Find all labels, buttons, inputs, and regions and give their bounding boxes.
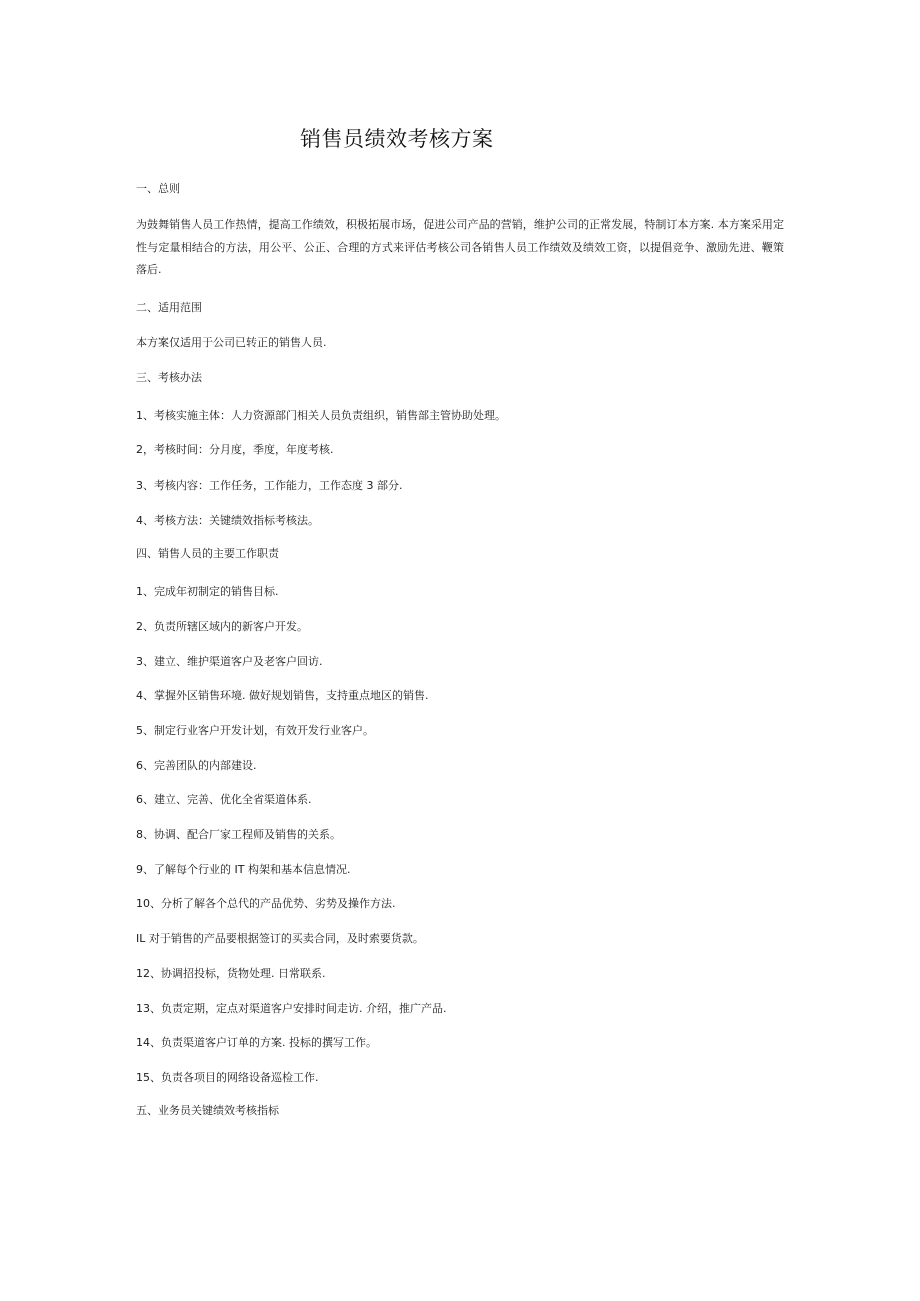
duty-item: IL 对于销售的产品要根据签订的买卖合同，及时索要货款。 <box>136 932 424 945</box>
duty-item: 8、协调、配合厂家工程师及销售的关系。 <box>136 828 341 841</box>
section-heading-scope: 二、适用范围 <box>136 301 202 314</box>
duty-item: 9、了解每个行业的 IT 构架和基本信息情况. <box>136 863 351 876</box>
section-heading-duties: 四、销售人员的主要工作职责 <box>136 547 279 560</box>
method-item: 2，考核时间：分月度，季度，年度考核. <box>136 443 334 456</box>
section-heading-kpi: 五、业务员关键绩效考核指标 <box>136 1104 279 1117</box>
duty-item: 1、完成年初制定的销售目标. <box>136 585 279 598</box>
duty-item: 6、建立、完善、优化全省渠道体系. <box>136 793 312 806</box>
document-title: 销售员绩效考核方案 <box>300 127 494 151</box>
method-item: 3、考核内容：工作任务，工作能力，工作态度 3 部分. <box>136 479 403 492</box>
duty-item: 3、建立、维护渠道客户及老客户回访. <box>136 655 323 668</box>
section-heading-general: 一、总则 <box>136 182 180 195</box>
duty-item: 15、负责各项目的网络设备巡检工作. <box>136 1071 319 1084</box>
duty-item: 6、完善团队的内部建设. <box>136 759 257 772</box>
scope-paragraph: 本方案仅适用于公司已转正的销售人员. <box>136 336 327 349</box>
method-item: 1、考核实施主体：人力资源部门相关人员负责组织，销售部主管协助处理。 <box>136 409 506 422</box>
duty-item: 5、制定行业客户开发计划，有效开发行业客户。 <box>136 724 374 737</box>
duty-item: 13、负责定期，定点对渠道客户安排时间走访. 介绍，推广产品. <box>136 1002 447 1015</box>
duty-item: 12、协调招投标，货物处理. 日常联系. <box>136 967 326 980</box>
section-heading-method: 三、考核办法 <box>136 371 202 384</box>
method-item: 4、考核方法：关键绩效指标考核法。 <box>136 514 319 527</box>
duty-item: 14、负责渠道客户订单的方案. 投标的撰写工作。 <box>136 1036 377 1049</box>
duty-item: 2、负责所辖区域内的新客户开发。 <box>136 620 308 633</box>
duty-item: 4、掌握外区销售环境. 做好规划销售，支持重点地区的销售. <box>136 689 429 702</box>
duty-item: 10、分析了解各个总代的产品优势、劣势及操作方法. <box>136 897 396 910</box>
general-paragraph: 为鼓舞销售人员工作热情，提高工作绩效，积极拓展市场，促进公司产品的营销，维护公司的正常发展，特制订本方案. 本方案采用定性与定量相结合的方法，用公平、公正、合理的方式来评估考核公司各销售人员工作绩效及绩效工资，以提倡竞争、激励先进、鞭策落后. <box>136 218 784 276</box>
